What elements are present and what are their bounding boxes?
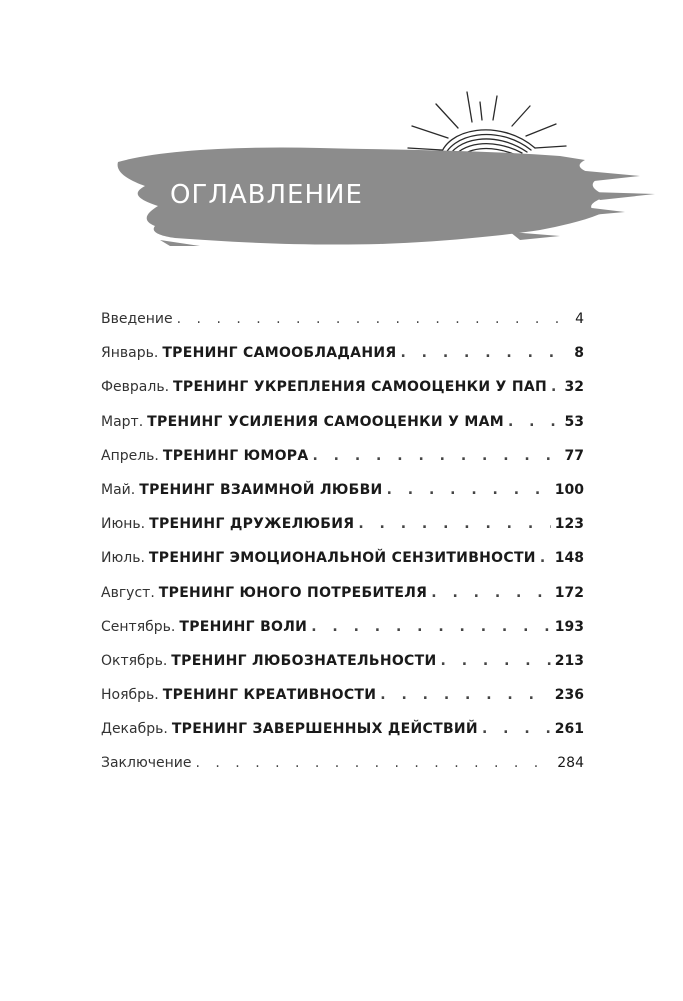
toc-entry-title: ТРЕНИНГ УКРЕПЛЕНИЯ САМООЦЕНКИ У ПАП <box>173 379 547 396</box>
toc-page-number: 261 <box>554 721 584 738</box>
toc-entry-label: Апрель. <box>101 447 159 464</box>
toc-entry-title: ТРЕНИНГ УСИЛЕНИЯ САМООЦЕНКИ У МАМ <box>147 413 504 430</box>
toc-page-number: 100 <box>554 481 584 498</box>
toc-entry-title: ТРЕНИНГ САМООБЛАДАНИЯ <box>162 345 397 362</box>
toc-entry-title: ТРЕНИНГ ВЗАИМНОЙ ЛЮБВИ <box>139 481 383 498</box>
toc-entry-title: ТРЕНИНГ КРЕАТИВНОСТИ <box>162 687 377 704</box>
dot-leader <box>441 653 551 669</box>
toc-page-number: 77 <box>564 447 584 464</box>
toc-entry <box>101 755 584 789</box>
toc-page-number: 8 <box>574 345 584 362</box>
toc-entry-title: ТРЕНИНГ ЭМОЦИОНАЛЬНОЙ СЕНЗИТИВНОСТИ <box>148 550 536 567</box>
toc-entry <box>101 585 584 619</box>
toc-entry-label: Сентябрь. <box>101 618 176 635</box>
dot-leader <box>196 755 554 771</box>
toc-entry <box>101 516 584 550</box>
toc-entry-label: Июнь. <box>101 516 146 533</box>
toc-entry-title: ТРЕНИНГ ЮНОГО ПОТРЕБИТЕЛЯ <box>158 584 428 601</box>
toc-entry-label: Декабрь. <box>101 721 168 738</box>
toc-page-number: 32 <box>564 379 584 396</box>
toc-entry-label: Февраль. <box>101 379 170 396</box>
toc-entry <box>101 311 584 345</box>
dot-leader <box>508 414 561 430</box>
dot-leader <box>177 311 571 327</box>
toc-entry <box>101 721 584 755</box>
toc-entry <box>101 448 584 482</box>
dot-leader <box>380 687 550 703</box>
toc-entry-label: Октябрь. <box>101 652 168 669</box>
dot-leader <box>540 550 551 566</box>
toc-entry-title: ТРЕНИНГ ВОЛИ <box>179 618 308 635</box>
header-illustration <box>0 0 683 300</box>
dot-leader <box>387 482 551 498</box>
toc-page-number: 53 <box>564 413 584 430</box>
toc-entry-label: Заключение <box>101 755 192 772</box>
toc-entry-title: ТРЕНИНГ ЗАВЕРШЕННЫХ ДЕЙСТВИЙ <box>171 721 478 738</box>
toc-entry-label: Май. <box>101 481 136 498</box>
toc-entry-label: Ноябрь. <box>101 687 159 704</box>
toc-entry-label: Март. <box>101 413 144 430</box>
dot-leader <box>358 516 550 532</box>
dot-leader <box>312 448 560 464</box>
dot-leader <box>551 379 561 395</box>
toc-entry-title: ТРЕНИНГ ЮМОРА <box>162 447 309 464</box>
dot-leader <box>400 345 570 361</box>
toc-entry <box>101 653 584 687</box>
toc-page-number: 284 <box>557 755 584 772</box>
toc-entry <box>101 687 584 721</box>
sun-icon <box>408 92 566 160</box>
toc-page-number: 123 <box>554 516 584 533</box>
toc-entry-title: ТРЕНИНГ ЛЮБОЗНАТЕЛЬНОСТИ <box>171 652 437 669</box>
toc-entry-label: Введение <box>101 311 173 327</box>
toc-entry <box>101 379 584 413</box>
toc-entry <box>101 414 584 448</box>
toc-page-number: 4 <box>575 311 584 327</box>
toc-page-number: 193 <box>554 618 584 635</box>
dot-leader <box>431 585 551 601</box>
toc-page-number: 172 <box>554 584 584 601</box>
toc-entry-label: Январь. <box>101 345 159 362</box>
toc-entry-title: ТРЕНИНГ ДРУЖЕЛЮБИЯ <box>149 516 355 533</box>
dot-leader <box>311 619 551 635</box>
table-of-contents <box>101 311 584 790</box>
toc-entry-label: Июль. <box>101 550 145 567</box>
toc-entry <box>101 619 584 653</box>
dot-leader <box>482 721 551 737</box>
toc-page-number: 213 <box>554 652 584 669</box>
toc-entry <box>101 550 584 584</box>
toc-entry-label: Август. <box>101 584 155 601</box>
page-title: ОГЛАВЛЕНИЕ <box>170 180 363 210</box>
toc-page-number: 236 <box>554 687 584 704</box>
toc-entry <box>101 345 584 379</box>
toc-page-number: 148 <box>554 550 584 567</box>
toc-entry <box>101 482 584 516</box>
